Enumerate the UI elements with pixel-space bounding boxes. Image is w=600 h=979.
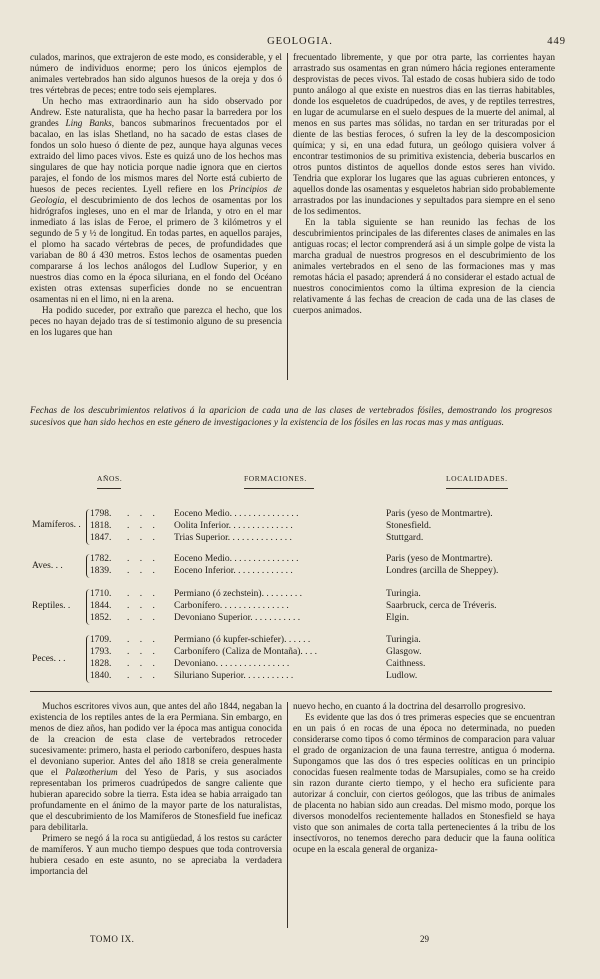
table-bottom-rule xyxy=(30,691,552,692)
leader-dots: . . . xyxy=(127,671,159,681)
locality: Glasgow. xyxy=(386,647,422,657)
table-row xyxy=(90,588,560,600)
page-title: GEOLOGIA. xyxy=(267,36,333,47)
year: 1828. xyxy=(90,659,112,669)
locality: Stuttgard. xyxy=(386,533,424,543)
year: 1709. xyxy=(90,635,112,645)
year: 1844. xyxy=(90,601,112,611)
leader-dots: . . . xyxy=(127,659,159,669)
paragraph: frecuentado libremente, y que por otra parte, las corrientes hayan arrastrado sus osamentas en gran número hácia regiones enteramente desprovistas de peces vivos. Tal estado de cosas hubiera sido de todo punto análogo al que existe en nuestros dias en las tierras habitables, donde los esqueletos de cuadrúpedos, de aves, y de reptiles terrestres, en lugar de acumularse en el suelo despues de la muerte del animal, al menos en sus partes mas sólidas, no tardan en ser trituradas por el diente de las bestias feroces, ó sufren la ley de la descomposicion química; y si, en una edad futura, un geólogo quisiera volver á encontrar testimonios de su primitiva existencia, deberia buscarlos en otros puntos distintos de aquellos donde estos seres han vivido. Tendria que explorar los lugares que las aguas cubrieren entonces, y aquellos donde las osamentas y esqueletos habrian sido probablemente arrastrados por las inundaciones y sepultados para siempre en el seno de los sedimentos. xyxy=(293,53,556,217)
italic-title: Principios de Geologia xyxy=(30,185,283,206)
page-number: 449 xyxy=(547,36,566,47)
formation: Carbonífero. . . . . . . . . . . . . . . xyxy=(174,601,289,611)
locality: Paris (yeso de Montmartre). xyxy=(386,554,493,564)
formation: Eoceno Medio. . . . . . . . . . . . . . . xyxy=(174,509,299,519)
formation: Devoniano. . . . . . . . . . . . . . . . xyxy=(174,659,290,669)
paragraph xyxy=(30,97,282,306)
header-underline xyxy=(244,488,314,489)
text-run: , bancos submarinos frecuentados por el bacalao, en las islas Shetland, no ha sacado de estas clases de fondos un solo hueso ó diente de pez, aunque haya algunas veces extraido del limo paces vivos. Este es quizá uno de los hechos mas singulares de que hay noticia porque nadie ignora que en ciertos parajes, el fondo de los mismos mares del Norte está cubierto de huesos de peces recientes. Lyell refiere en los xyxy=(30,119,282,195)
paragraph: nuevo hecho, en cuanto á la doctrina del desarrollo progresivo. xyxy=(293,702,526,712)
leader-dots: . . . xyxy=(127,647,159,657)
column-divider xyxy=(287,53,288,380)
leader-dots: . . . xyxy=(127,533,159,543)
class-label-fishes: Peces. . . xyxy=(32,654,66,664)
leader-dots: . . . xyxy=(127,566,159,576)
locality: Paris (yeso de Montmartre). xyxy=(386,509,493,519)
table-row xyxy=(90,634,560,646)
year: 1782. xyxy=(90,554,112,564)
top-left-column xyxy=(30,53,282,339)
leader-dots: . . . xyxy=(127,613,159,623)
table-row xyxy=(90,646,560,658)
leader-dots: . . . xyxy=(127,521,159,531)
class-label-birds: Aves. . . xyxy=(32,561,63,571)
table-row xyxy=(90,553,560,565)
table-row xyxy=(90,670,560,682)
formation: Trias Superior. . . . . . . . . . . . . . xyxy=(174,533,292,543)
column-divider xyxy=(287,702,288,928)
italic-term: Ling Banks xyxy=(65,119,112,129)
paragraph: Es evidente que las dos ó tres primeras especies que se encuentran en un pais ó en rocas de una época no determinada, no pueden considerarse como tipos ó como términos de comparacion para valuar el grado de organizacion de una fauna terrestre, antigua ó moderna. Supongamos que las dos ó tres especies oolíticas en un principio conocidas fuesen realmente todas de Marsupiales, como se ha creido sin razon durante cierto tiempo, y el hecho era suficiente para autorizar á concluir, con ciertos geólogos, que las tribus de animales de placenta no habian sido aun creadas. Del mismo modo, porque los diversos monodelfos recientemente hallados en Stonesfield se haya visto que son animales de corta talla pertenecientes á la tribu de los insectívoros, no tenemos derecho para deducir que la fauna oolítica ocupe en la escala general de organiza- xyxy=(293,713,555,855)
table-row xyxy=(90,520,560,532)
volume-mark: TOMO IX. xyxy=(90,934,135,944)
text-run: , el descubrimiento de dos lechos de osamentas por los hidrógrafos ingleses, uno en el mar de Irlanda, y otro en el mar inmediato á las islas de Feroe, el primero de 3 kilómetros y el segundo de 5 y ½ de longitud. En todas partes, en aquellos parajes, el plomo ha sacado vértebras de peces, de profundidades que variaban de 80 á 430 metros. Estos lechos de osamentas pueden compararse á los lechos análogos del Ludlow Superior, y en nuestros dias como en la época siluriana, en el fondo del Océano existen otras extensas superficies donde no se encuentran osamentas ni en el limo, ni en la arena. xyxy=(30,196,282,305)
locality: Stonesfield. xyxy=(386,521,432,531)
text-run: Un hecho mas extraordinario aun ha sido observado por Andrew. Este naturalista, que ha hecho pasar la barredera por los grandes xyxy=(30,97,282,129)
table-row xyxy=(90,612,560,624)
formation: Eoceno Medio. . . . . . . . . . . . . . . xyxy=(174,554,299,564)
leader-dots: . . . xyxy=(127,554,159,564)
header-underline xyxy=(97,488,121,489)
text-run: del Yeso de Paris, y sus asociados representaban los primeros cuadrúpedos de sangre caliente que hubieran aparecido sobre la tierra. Esta idea se habia arraigado tan profundamente en el ánimo de la mayor parte de los naturalistas, que el descubrimiento de los Mamíferos de Stonesfield fue ineficaz para debilitarla. xyxy=(30,768,282,833)
top-right-column xyxy=(293,53,555,317)
locality: Caithness. xyxy=(386,659,426,669)
column-header-years: AÑOS. xyxy=(97,474,123,483)
paragraph: En la tabla siguiente se han reunido las fechas de los descubrimientos principales de las diferentes clases de animales en las antiguas rocas; el lector comprenderá asi á un simple golpe de vista la marcha gradual de nuestros progresos en el descubrimiento de los animales vertebrados en el seno de las formaciones mas y mas remotas hácia el pasado; aprenderá á no considerar el estado actual de nuestros conocimientos como la última expresion de la ciencia relativamente á las fechas de creacion de cada una de las clases de cuerpos animados. xyxy=(293,218,555,316)
column-header-formations: FORMACIONES. xyxy=(244,474,307,483)
paragraph xyxy=(30,702,282,834)
table-row xyxy=(90,600,560,612)
table-row xyxy=(90,532,560,544)
locality: Elgin. xyxy=(386,613,409,623)
formation: Permiano (ó kupfer-schiefer). . . . . . xyxy=(174,635,311,645)
class-label-reptiles: Reptiles. . xyxy=(32,601,71,611)
header-underline xyxy=(446,488,508,489)
year: 1840. xyxy=(90,671,112,681)
locality: Londres (arcilla de Sheppey). xyxy=(386,566,499,576)
paragraph: Ha podido suceder, por extraño que parezca el hecho, que los peces no hayan dejado tras de sí testimonio alguno de su presencia en los lugares que han xyxy=(30,306,282,338)
locality: Ludlow. xyxy=(386,671,418,681)
year: 1818. xyxy=(90,521,112,531)
formation: Carbonífero (Caliza de Montaña). . . . xyxy=(174,647,317,657)
locality: Turingia. xyxy=(386,635,421,645)
locality: Turingia. xyxy=(386,589,421,599)
leader-dots: . . . xyxy=(127,601,159,611)
year: 1847. xyxy=(90,533,112,543)
formation: Oolita Inferior. . . . . . . . . . . . . . xyxy=(174,521,293,531)
paragraph: Primero se negó á la roca su antigüedad, á los restos su carácter de mamíferos. Y aun mucho tiempo despues que toda controversia hubiera cesado en este asunto, no se apreciaba la verdadera importancia del xyxy=(30,834,282,877)
leader-dots: . . . xyxy=(127,635,159,645)
running-head xyxy=(30,36,570,50)
formation: Eoceno Inferior. . . . . . . . . . . . . xyxy=(174,566,293,576)
table-caption: Fechas de los descubrimientos relativos á la aparicion de cada una de las clases de vertebrados fósiles, demostrando los progresos sucesivos que han sido hechos en este género de investigaciones y la existencia de los fósiles en las rocas mas y mas antiguas. xyxy=(30,406,552,428)
year: 1798. xyxy=(90,509,112,519)
column-header-localities: LOCALIDADES. xyxy=(446,474,508,483)
year: 1839. xyxy=(90,566,112,576)
table-row xyxy=(90,658,560,670)
locality: Saarbruck, cerca de Tréveris. xyxy=(386,601,497,611)
leader-dots: . . . xyxy=(127,589,159,599)
class-label-mammals: Mamíferos. . xyxy=(32,520,81,530)
text-run: Muchos escritores vivos aun, que antes del año 1844, negaban la existencia de los reptiles antes de la era Permiana. Sin embargo, en menos de diez años, han podido ver la época mas antigua conocida de la creacion de esta clase de vertebrados retroceder sucesivamente: primero, hasta el periodo carbonífero, despues hasta el devoniano superior. Antes del año 1818 se creia generalmente que el xyxy=(30,702,282,778)
year: 1793. xyxy=(90,647,112,657)
leader-dots: . . . xyxy=(127,509,159,519)
paragraph: culados, marinos, que extrajeron de este modo, es considerable, y el número de individuos enorme; pero los únicos ejemplos de animales vertebrados han sido algunos huesos de la oreja y dos ó tres vértebras de peces; entre todo seis ejemplares. xyxy=(30,53,282,96)
formation: Devoniano Superior. . . . . . . . . . . xyxy=(174,613,301,623)
bottom-right-column xyxy=(293,702,555,856)
formation: Siluriano Superior. . . . . . . . . . . xyxy=(174,671,294,681)
bottom-left-column xyxy=(30,702,282,878)
table-row xyxy=(90,508,560,520)
table-row xyxy=(90,565,560,577)
year: 1710. xyxy=(90,589,112,599)
formation: Permiano (ó zechstein). . . . . . . . . xyxy=(174,589,302,599)
year: 1852. xyxy=(90,613,112,623)
italic-genus: Palæotherium xyxy=(65,768,118,778)
signature-mark: 29 xyxy=(420,934,429,944)
